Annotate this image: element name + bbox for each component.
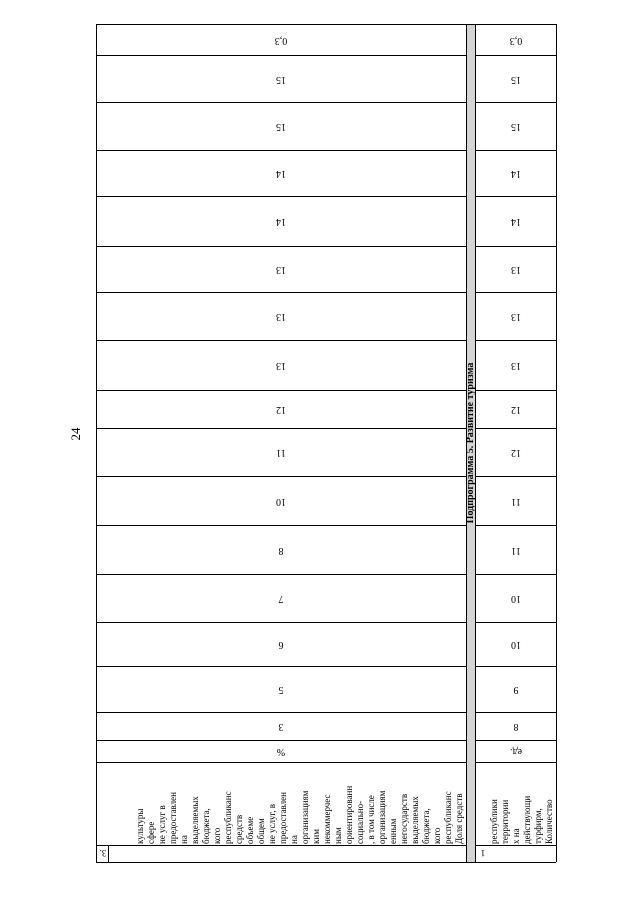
row3-description-line: социально- <box>355 800 365 844</box>
row3-unit: % <box>276 746 286 757</box>
row3-description-line: бюджета, <box>421 808 431 844</box>
table-border <box>475 712 556 713</box>
row3-description-line: выделяемых <box>190 796 200 844</box>
table-border <box>475 390 556 391</box>
row3-description-line: , в том числе <box>366 795 376 844</box>
row3-value: 11 <box>276 447 286 458</box>
row3-description-line: негосударств <box>399 793 409 844</box>
table-border <box>475 102 556 103</box>
table-border <box>475 340 556 341</box>
row3-description-line: енным <box>388 818 398 844</box>
row3-description-line: на <box>179 835 189 844</box>
table-border <box>475 762 556 763</box>
table-border <box>96 622 466 623</box>
table-border <box>475 525 556 526</box>
row3-description-line: кого <box>432 827 442 844</box>
row3-description-line: средств <box>234 814 244 844</box>
row1-value: 13 <box>510 264 521 275</box>
row1-value: 8 <box>513 721 518 732</box>
row3-description <box>97 764 465 844</box>
table-border <box>475 666 556 667</box>
table-border <box>96 292 466 293</box>
row1-value: 13 <box>510 360 521 371</box>
row1-description-line: территории <box>500 799 510 844</box>
table-border <box>96 246 466 247</box>
row1-value: 10 <box>510 593 521 604</box>
table-border <box>96 525 466 526</box>
row3-value: 12 <box>276 404 286 415</box>
row1-unit: ед. <box>509 746 522 757</box>
row1-description-line: х на <box>511 828 521 844</box>
row1-value: 14 <box>510 168 521 179</box>
row3-description-line: кого <box>212 827 222 844</box>
row3-description-line: сфере <box>146 821 156 844</box>
row3-description-line: республиканс <box>443 791 453 844</box>
row3-value: 7 <box>278 593 284 604</box>
row1-value: 12 <box>510 447 521 458</box>
row3-value: 6 <box>278 639 284 650</box>
row1-value: 12 <box>510 404 521 415</box>
row1-description-line: Количество <box>544 799 554 844</box>
row3-value: 14 <box>276 216 286 227</box>
row3-value: 15 <box>276 121 286 132</box>
row3-value: 8 <box>278 544 284 556</box>
table-border <box>96 476 466 477</box>
row3-description-line: не услуг, в <box>267 804 277 844</box>
page-number: 24 <box>68 427 83 441</box>
row1-value: 9 <box>513 684 518 695</box>
table-border <box>475 622 556 623</box>
table-border <box>475 150 556 151</box>
table-border <box>475 476 556 477</box>
table-border <box>96 390 466 391</box>
row3-value: 13 <box>276 360 286 371</box>
table-border <box>96 862 556 863</box>
row1-value: 15 <box>510 73 521 85</box>
row3-description-line: бюджета, <box>201 808 211 844</box>
row3-value: 13 <box>276 264 286 275</box>
row1-description-line: действующи <box>522 795 532 844</box>
table-border <box>475 845 556 846</box>
table-border <box>96 24 556 25</box>
row1-value: 10 <box>510 639 521 650</box>
table-border <box>96 762 466 763</box>
table-border <box>475 292 556 293</box>
row3-description-line: на <box>289 835 299 844</box>
row1-number: 1 <box>480 848 486 858</box>
table-border <box>475 55 556 56</box>
row1-value: 15 <box>510 121 521 132</box>
row1-value: 0,3 <box>509 34 522 46</box>
table-border <box>475 740 556 741</box>
row3-value: 0,3 <box>274 34 288 46</box>
table-border <box>96 428 466 429</box>
row3-description-line: культуры <box>135 808 145 844</box>
table-border <box>96 574 466 575</box>
row3-description-line: ким <box>311 829 321 844</box>
table-border <box>96 150 466 151</box>
row3-value: 5 <box>278 684 284 695</box>
row3-value: 10 <box>276 495 286 507</box>
table-border <box>96 55 466 56</box>
row3-value: 13 <box>276 311 286 322</box>
subprogram-header: Подпрограмма 5. Развитие туризма <box>464 362 476 524</box>
table-border <box>108 845 109 862</box>
row3-description-line: объеме <box>245 816 255 844</box>
row1-description <box>476 764 555 844</box>
table-border <box>475 428 556 429</box>
row1-description-line: республики <box>489 799 499 844</box>
table-border <box>96 845 466 846</box>
row3-description-line: предоставлен <box>278 792 288 844</box>
table-border <box>475 196 556 197</box>
row3-number: 3. <box>99 848 107 858</box>
table-border <box>475 574 556 575</box>
row1-description-line: турфирм, <box>533 808 543 844</box>
table-border <box>96 666 466 667</box>
table-border <box>96 712 466 713</box>
row3-value: 14 <box>276 168 286 179</box>
table-border <box>556 24 557 862</box>
table-border <box>96 196 466 197</box>
row3-description-line: не услуг в <box>157 805 167 844</box>
row1-value: 13 <box>510 311 521 322</box>
row3-description-line: общем <box>256 818 266 844</box>
row1-value: 11 <box>510 495 521 507</box>
row3-description-line: организациям <box>377 790 387 844</box>
table-border <box>96 102 466 103</box>
row3-description-line: выделяемых <box>410 796 420 844</box>
row3-value: 3 <box>278 721 284 732</box>
table-border <box>475 246 556 247</box>
row1-value: 11 <box>510 544 521 556</box>
row3-description-line: ориентированн <box>344 785 354 844</box>
row3-description-line: ным <box>333 827 343 844</box>
table-border <box>96 340 466 341</box>
row3-description-line: республиканс <box>223 791 233 844</box>
row3-description-line: организациям <box>300 790 310 844</box>
row3-description-line: предоставлен <box>168 792 178 844</box>
row3-value: 15 <box>276 73 286 85</box>
row3-description-line: некоммерчес <box>322 794 332 844</box>
row1-value: 14 <box>510 216 521 227</box>
row3-description-line: Доля средств <box>454 793 464 844</box>
table-border <box>96 740 466 741</box>
